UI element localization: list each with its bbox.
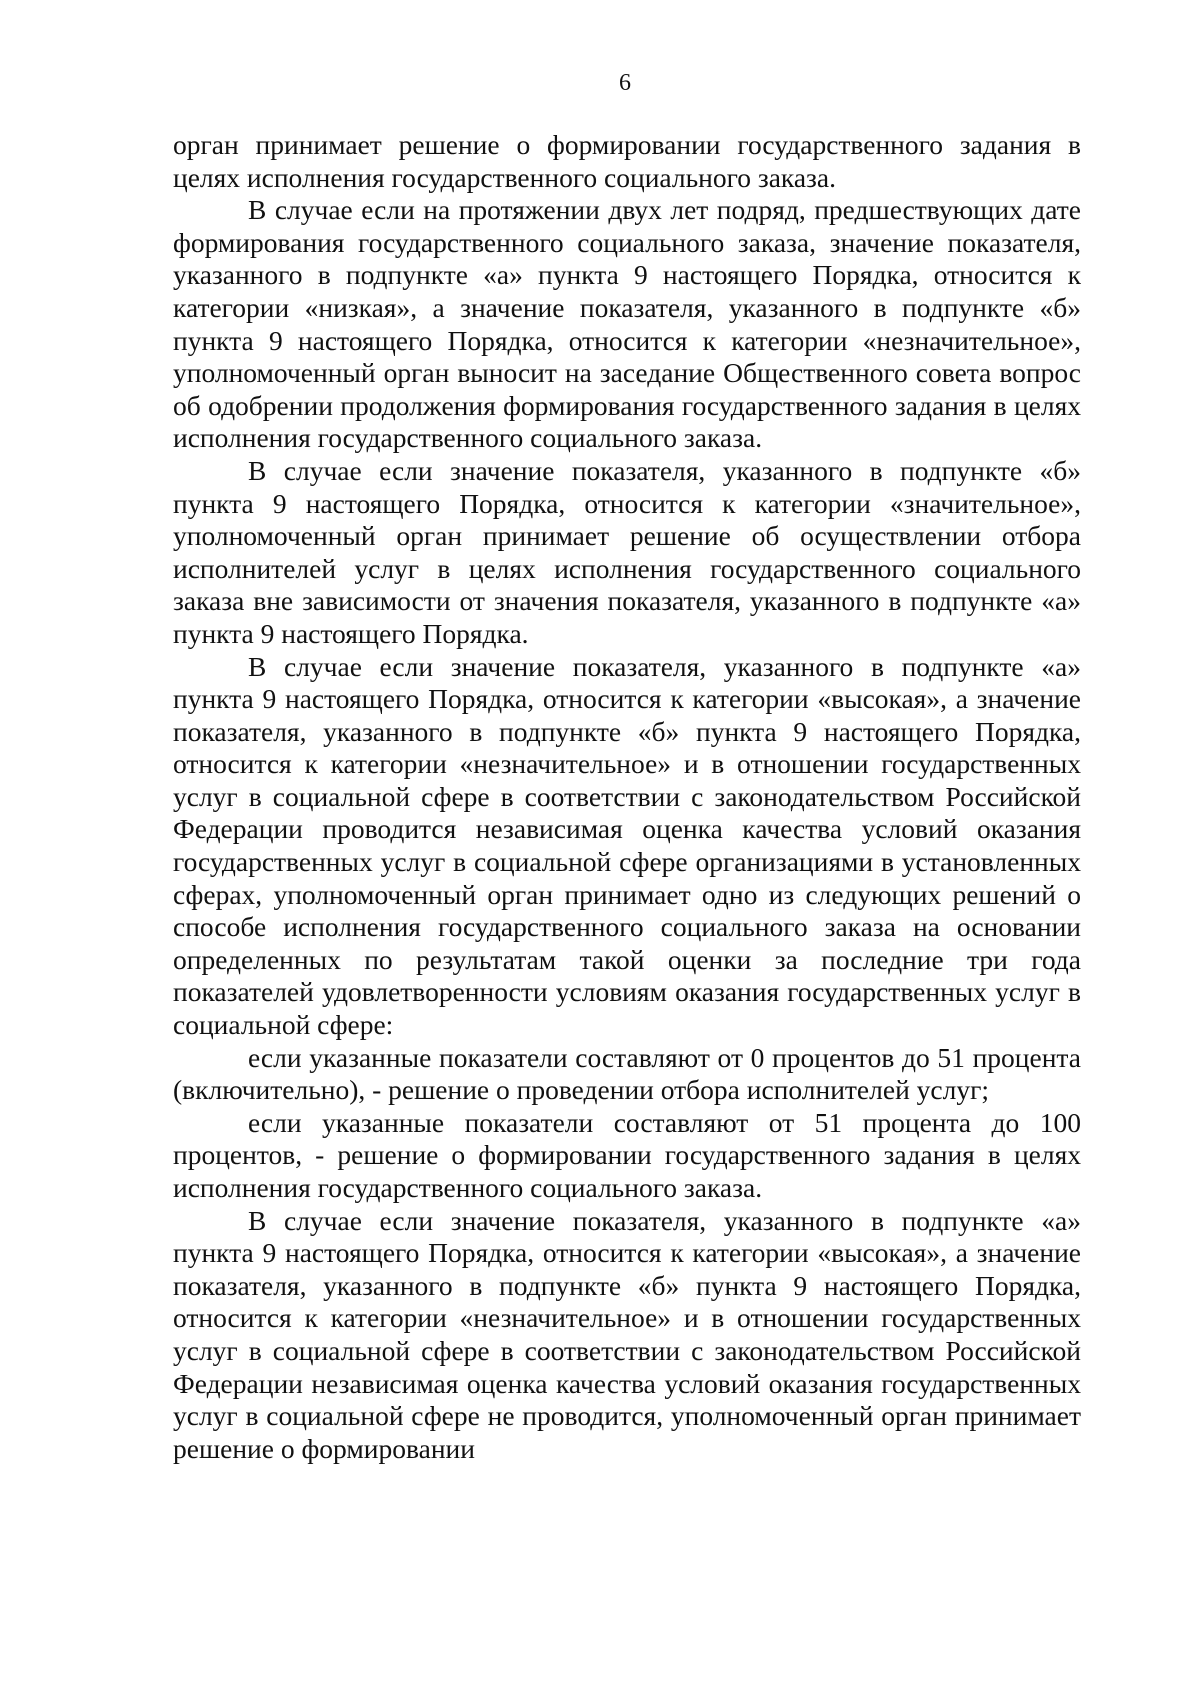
paragraph-high-category-no-assessment: В случае если значение показателя, указанного в подпункте «а» пункта 9 настоящего Порядка, относится к категории «высокая», а значение показателя, указанного в подпункте «б» пункта 9 настоящего Порядка, относится к категории «незначительное» и в отношении государственных услуг в социальной сфере в соответствии с законодательством Российской Федерации независимая оценка качества условий оказания государственных услуг в социальной сфере не проводится, уполномоченный орган принимает решение о формировании bbox=[173, 1204, 1081, 1464]
paragraph-high-category-assessment: В случае если значение показателя, указанного в подпункте «а» пункта 9 настоящего Порядка, относится к категории «высокая», а значение показателя, указанного в подпункте «б» пункта 9 настоящего Порядка, относится к категории «незначительное» и в отношении государственных услуг в социальной сфере в соответствии с законодательством Российской Федерации проводится независимая оценка качества условий оказания государственных услуг в социальной сфере организациями в установленных сферах, уполномоченный орган принимает одно из следующих решений о способе исполнения государственного социального заказа на основании определенных по результатам такой оценки за последние три года показателей удовлетворенности условиям оказания государственных услуг в социальной сфере: bbox=[173, 650, 1081, 1041]
paragraph-option-selection: если указанные показатели составляют от 0 процентов до 51 процента (включительно), - решение о проведении отбора исполнителей услуг; bbox=[173, 1041, 1081, 1106]
document-body bbox=[173, 129, 1081, 1465]
paragraph-significant-category: В случае если значение показателя, указанного в подпункте «б» пункта 9 настоящего Порядка, относится к категории «значительное», уполномоченный орган принимает решение об осуществлении отбора исполнителей услуг в целях исполнения государственного социального заказа вне зависимости от значения показателя, указанного в подпункте «а» пункта 9 настоящего Порядка. bbox=[173, 454, 1081, 649]
paragraph-low-category: В случае если на протяжении двух лет подряд, предшествующих дате формирования государственного социального заказа, значение показателя, указанного в подпункте «а» пункта 9 настоящего Порядка, относится к категории «низкая», а значение показателя, указанного в подпункте «б» пункта 9 настоящего Порядка, относится к категории «незначительное», уполномоченный орган выносит на заседание Общественного совета вопрос об одобрении продолжения формирования государственного задания в целях исполнения государственного социального заказа. bbox=[173, 194, 1081, 454]
paragraph-option-state-task: если указанные показатели составляют от 51 процента до 100 процентов, - решение о формировании государственного задания в целях исполнения государственного социального заказа. bbox=[173, 1106, 1081, 1203]
page-number: 6 bbox=[619, 70, 631, 96]
paragraph-continuation: орган принимает решение о формировании государственного задания в целях исполнения государственного социального заказа. bbox=[173, 129, 1081, 193]
